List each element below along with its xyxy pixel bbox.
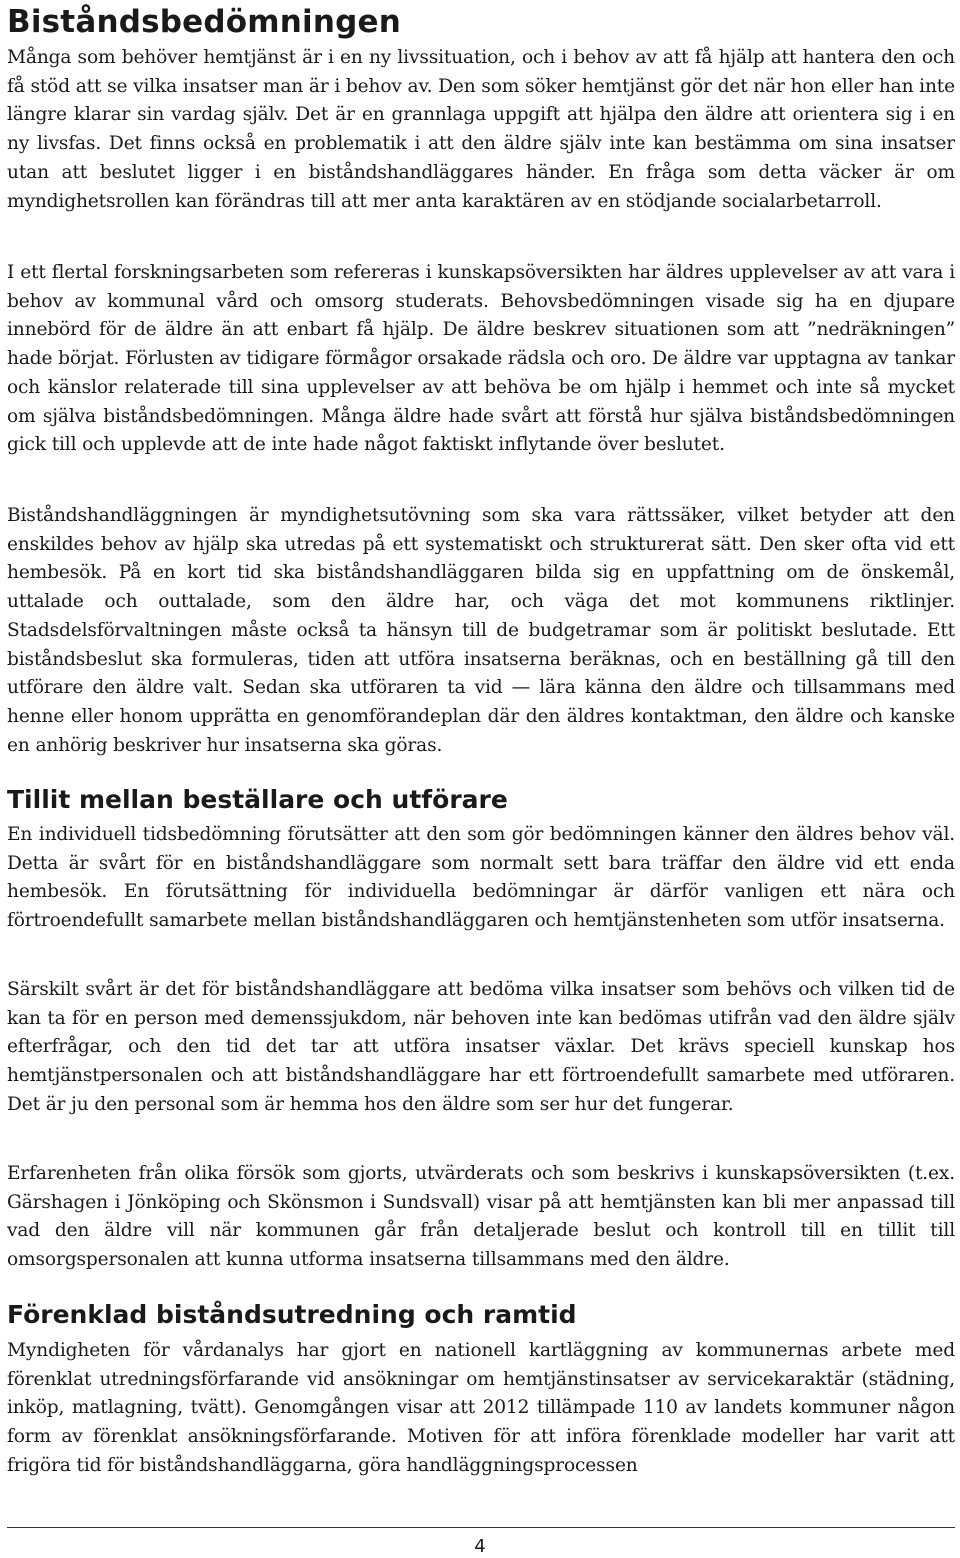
paragraph	[7, 1160, 955, 1275]
section-bistandsbedomningen	[7, 2, 955, 42]
paragraph-text: Många som behöver hemtjänst är i en ny livssituation, och i behov av att få hjälp att hantera den och få stöd att se vilka insatser man är i behov av. Den som söker hemtjänst gör det när hon eller han inte längre klarar sin vardag själv. Det är en grannlaga uppgift att hjälpa den äldre att orientera sig i en ny livsfas. Det finns också en problematik i att den äldre själv inte kan bestämma om sina insatser utan att beslutet ligger i en biståndshandläggares händer. En fråga som detta väcker är om myndighetsrollen kan förändras till att mer anta karaktären av en stödjande socialarbetarroll.	[7, 47, 955, 212]
section-forenklad	[7, 1299, 955, 1331]
section-heading: Förenklad biståndsutredning och ramtid	[7, 1300, 577, 1329]
section-heading: Tillit mellan beställare och utförare	[7, 785, 508, 814]
paragraph-text: En individuell tidsbedömning förutsätter att den som gör bedömningen känner den äldres behov väl. Detta är svårt för en biståndshandläggare som normalt sett bara träffar den äldre vid ett enda hembesök. En förutsättning för individuella bedömningar är därför vanligen ett nära och förtroendefullt samarbete mellan biståndshandläggaren och hemtjänstenheten som utför insatserna.	[7, 824, 955, 932]
paragraph	[7, 976, 955, 1120]
paragraph	[7, 502, 955, 760]
paragraph	[7, 44, 955, 216]
paragraph-text: Myndigheten för vårdanalys har gjort en nationell kartläggning av kommunernas arbete med förenklat utredningsförfarande vid ansökningar om hemtjänstinsatser av servicekaraktär (städning, inköp, matlagning, tvätt). Genomgången visar att 2012 tillämpade 110 av landets kommuner någon form av förenklat ansökningsförfarande. Motiven för att införa förenklade modeller har varit att frigöra tid för biståndshandläggarna, göra handläggningsprocessen	[7, 1340, 955, 1476]
section-heading: Biståndsbedömningen	[7, 4, 402, 40]
paragraph-text: Biståndshandläggningen är myndighetsutövning som ska vara rättssäker, vilket betyder att den enskildes behov av hjälp ska utredas på ett systematiskt och strukturerat sätt. Den sker ofta vid ett hembesök. På en kort tid ska biståndshandläggaren bilda sig en uppfattning om de önskemål, uttalade och outtalade, som den äldre har, och väga det mot kommunens riktlinjer. Stadsdelsförvaltningen måste också ta hänsyn till de budgetramar som är politiskt beslutade. Ett biståndsbeslut ska formuleras, tiden att utföra insatserna beräknas, och en beställning gå till den utförare den äldre valt. Sedan ska utföraren ta vid — lära känna den äldre och tillsammans med henne eller honom upprätta en genomförandeplan där den äldres kontaktman, den äldre och kanske en anhörig beskriver hur insatserna ska göras.	[7, 505, 955, 756]
paragraph	[7, 259, 955, 460]
section-tillit	[7, 784, 955, 816]
paragraph	[7, 1337, 955, 1481]
paragraph	[7, 821, 955, 936]
paragraph-text: I ett flertal forskningsarbeten som refereras i kunskapsöversikten har äldres upplevelser av att vara i behov av kommunal vård och omsorg studerats. Behovsbedömningen visade sig ha en djupare innebörd för de äldre än att enbart få hjälp. De äldre beskrev situationen som att ”nedräkningen” hade börjat. Förlusten av tidigare förmågor orsakade rädsla och oro. De äldre var upptagna av tankar och känslor relaterade till sina upplevelser av att behöva be om hjälp i hemmet och inte så mycket om själva biståndsbedömningen. Många äldre hade svårt att förstå hur själva biståndsbedömningen gick till och upplevde att de inte hade något faktiskt inflytande över beslutet.	[7, 262, 955, 456]
footer-divider	[7, 1527, 955, 1528]
paragraph-text: Erfarenheten från olika försök som gjorts, utvärderats och som beskrivs i kunskapsöversikten (t.ex. Gärshagen i Jönköping och Skönsmon i Sundsvall) visar på att hemtjänsten kan bli mer anpassad till vad den äldre vill när kommunen går från detaljerade beslut och kontroll till en tillit till omsorgspersonalen att kunna utforma insatserna tillsammans med den äldre.	[7, 1163, 955, 1271]
page-number: 4	[474, 1536, 486, 1557]
paragraph-text: Särskilt svårt är det för biståndshandläggare att bedöma vilka insatser som behövs och vilken tid de kan ta för en person med demenssjukdom, när behoven inte kan bedömas utifrån vad den äldre själv efterfrågar, och den tid det tar att utföra insatser växlar. Det krävs speciell kunskap hos hemtjänstpersonalen och att biståndshandläggare har ett förtroendefullt samarbete med utföraren. Det är ju den personal som är hemma hos den äldre som ser hur det fungerar.	[7, 979, 955, 1115]
